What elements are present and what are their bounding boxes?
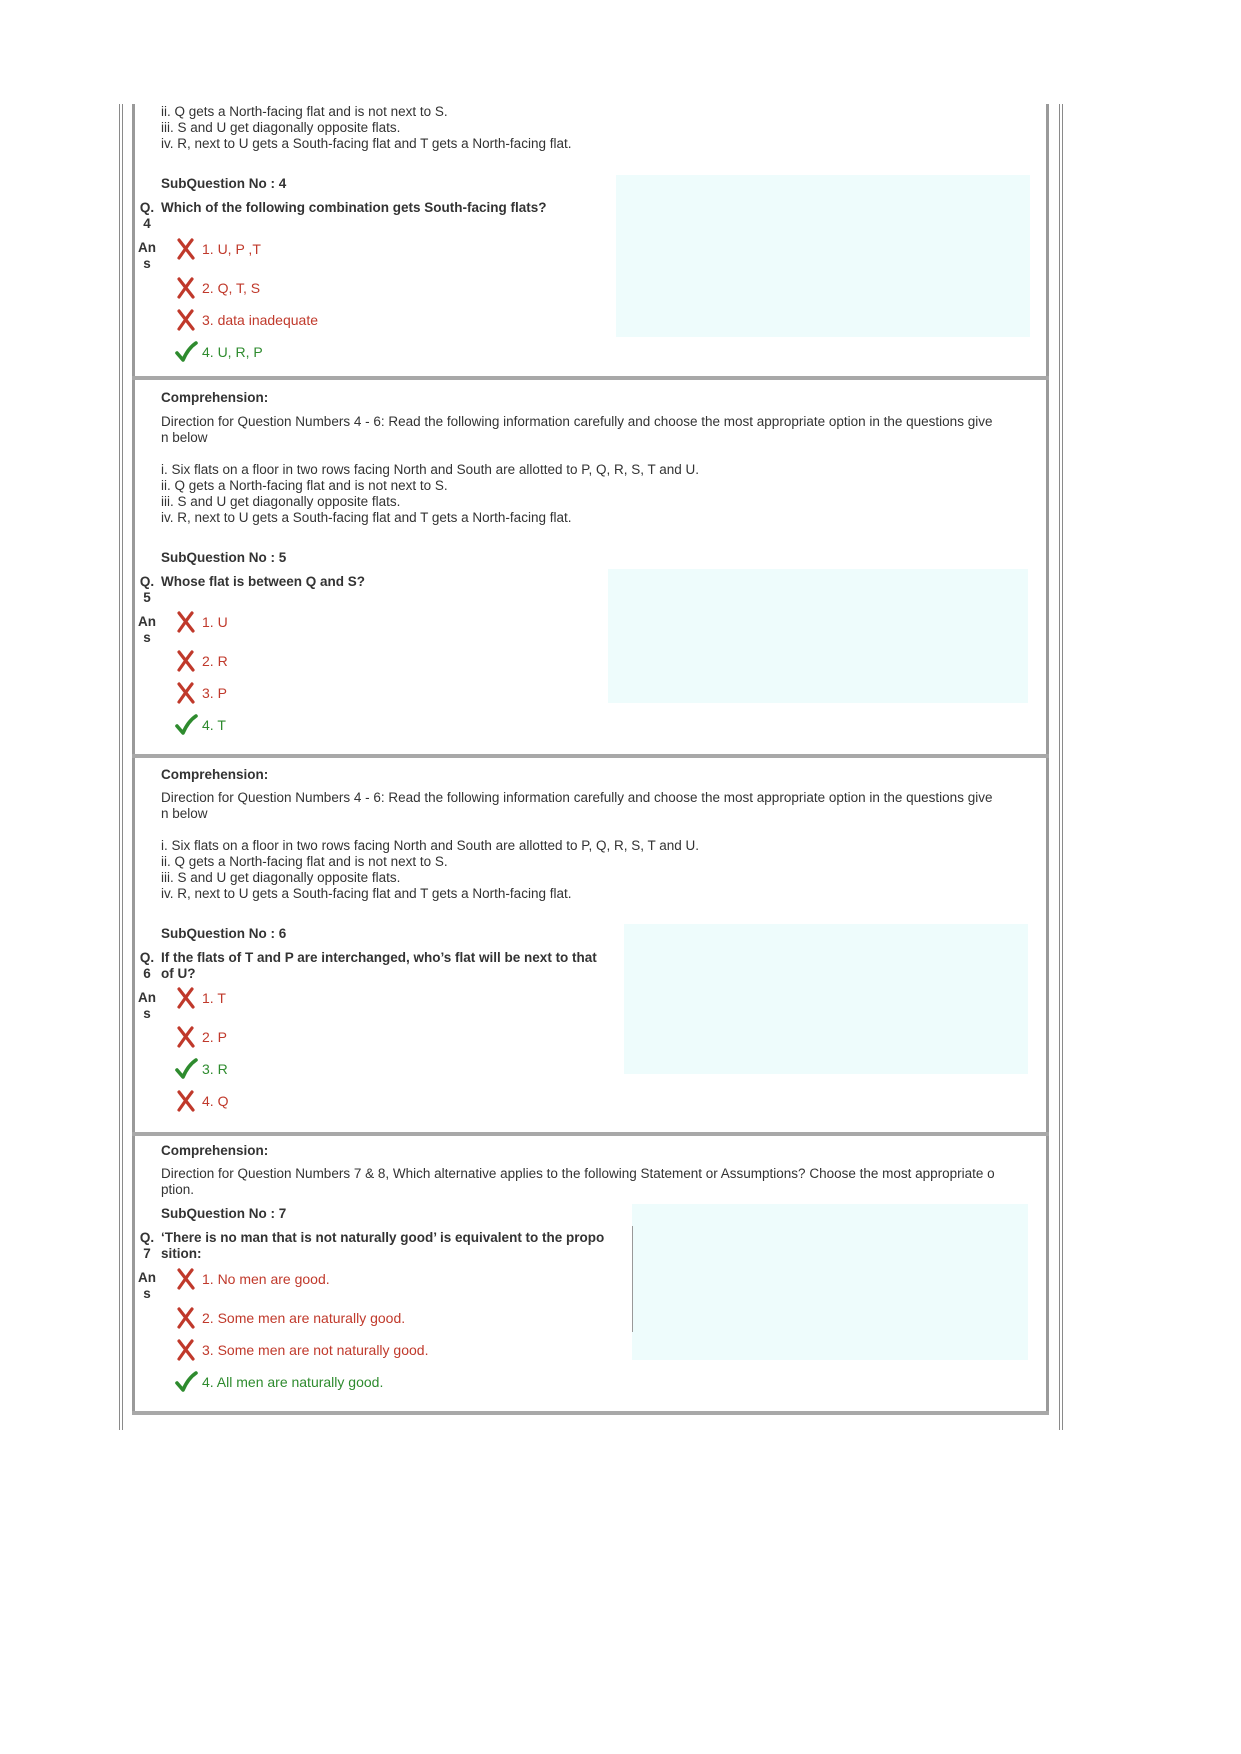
divider <box>132 754 1049 758</box>
cross-icon <box>174 238 198 260</box>
divider <box>132 376 1049 380</box>
fact-line: iii. S and U get diagonally opposite flats. <box>161 870 401 885</box>
option-2 <box>174 1026 227 1048</box>
question-label <box>138 574 156 606</box>
option-label: 2. Q, T, S <box>202 280 261 296</box>
q-prefix: Q. <box>139 574 155 589</box>
answer-label <box>138 1270 156 1302</box>
cross-icon <box>174 611 198 633</box>
option-label: 2. P <box>202 1029 227 1045</box>
question-text: Which of the following combination gets South-facing flats? <box>161 200 547 215</box>
ans-label-a: An <box>138 990 156 1005</box>
option-label: 2. R <box>202 653 228 669</box>
option-label: 1. U <box>202 614 228 630</box>
comprehension-heading: Comprehension: <box>161 390 269 405</box>
option-label: 1. U, P ,T <box>202 241 261 257</box>
option-3 <box>174 309 318 331</box>
answer-panel <box>608 569 1028 703</box>
question-text: If the flats of T and P are interchanged, who’s flat will be next to that <box>161 950 597 965</box>
option-3 <box>174 1058 228 1080</box>
comprehension-heading: Comprehension: <box>161 767 269 782</box>
direction-text: Direction for Question Numbers 7 & 8, Which alternative applies to the following Statement or Assumptions? Choose the most appropriate o <box>161 1166 995 1181</box>
option-label: 3. data inadequate <box>202 312 318 328</box>
answer-panel <box>624 924 1028 1074</box>
option-1 <box>174 987 226 1009</box>
direction-text: ption. <box>161 1182 195 1197</box>
cross-icon <box>174 1268 198 1290</box>
option-1 <box>174 1268 330 1290</box>
cross-icon <box>174 987 198 1009</box>
ans-label-a: An <box>138 240 156 255</box>
comprehension-heading: Comprehension: <box>161 1143 269 1158</box>
cross-icon <box>174 1307 198 1329</box>
subquestion-number: SubQuestion No : 6 <box>161 926 287 941</box>
ans-label-a: An <box>138 614 156 629</box>
answer-label <box>138 614 156 646</box>
ans-label-b: s <box>143 1286 151 1301</box>
fact-line: i. Six flats on a floor in two rows facing North and South are allotted to P, Q, R, S, T and U. <box>161 462 700 477</box>
divider <box>132 1132 1049 1136</box>
q-number: 5 <box>143 590 151 605</box>
option-2 <box>174 1307 405 1329</box>
option-1 <box>174 238 261 260</box>
check-icon <box>174 714 198 736</box>
q-number: 7 <box>143 1246 151 1261</box>
check-icon <box>174 341 198 363</box>
question-text: sition: <box>161 1246 202 1261</box>
option-label: 4. T <box>202 717 226 733</box>
direction-text: n below <box>161 806 208 821</box>
question-text: of U? <box>161 966 196 981</box>
direction-text: n below <box>161 430 208 445</box>
fact-line: i. Six flats on a floor in two rows facing North and South are allotted to P, Q, R, S, T and U. <box>161 838 700 853</box>
option-label: 4. All men are naturally good. <box>202 1374 384 1390</box>
ans-label-b: s <box>143 1006 151 1021</box>
question-text: Whose flat is between Q and S? <box>161 574 366 589</box>
fact-line: iii. S and U get diagonally opposite flats. <box>161 494 401 509</box>
check-icon <box>174 1058 198 1080</box>
question-label <box>138 1230 156 1262</box>
option-label: 1. T <box>202 990 226 1006</box>
question-label <box>138 200 156 232</box>
q-number: 6 <box>143 966 151 981</box>
fact-line: ii. Q gets a North-facing flat and is not next to S. <box>161 854 448 869</box>
answer-label <box>138 990 156 1022</box>
answer-panel <box>616 175 1030 337</box>
subquestion-number: SubQuestion No : 4 <box>161 176 287 191</box>
cross-icon <box>174 682 198 704</box>
answer-panel <box>632 1204 1028 1360</box>
fact-line: ii. Q gets a North-facing flat and is not next to S. <box>161 478 448 493</box>
fact-line: iv. R, next to U gets a South-facing flat and T gets a North-facing flat. <box>161 510 572 525</box>
cross-icon <box>174 1339 198 1361</box>
cross-icon <box>174 1026 198 1048</box>
ans-label-a: An <box>138 1270 156 1285</box>
option-4 <box>174 1371 383 1393</box>
fact-line: iv. R, next to U gets a South-facing flat and T gets a North-facing flat. <box>161 886 572 901</box>
option-label: 1. No men are good. <box>202 1271 330 1287</box>
subquestion-number: SubQuestion No : 7 <box>161 1206 287 1221</box>
option-4 <box>174 714 226 736</box>
panel-edge <box>632 1226 633 1332</box>
fact-line: ii. Q gets a North-facing flat and is not next to S. <box>161 104 448 119</box>
fact-line: iii. S and U get diagonally opposite flats. <box>161 120 401 135</box>
option-label: 3. P <box>202 685 227 701</box>
answer-label <box>138 240 156 272</box>
question-text: ‘There is no man that is not naturally good’ is equivalent to the propo <box>161 1230 605 1245</box>
option-3 <box>174 682 227 704</box>
q-prefix: Q. <box>139 1230 155 1245</box>
option-1 <box>174 611 228 633</box>
option-label: 2. Some men are naturally good. <box>202 1310 406 1326</box>
ans-label-b: s <box>143 630 151 645</box>
ans-label-b: s <box>143 256 151 271</box>
fact-line: iv. R, next to U gets a South-facing flat and T gets a North-facing flat. <box>161 136 572 151</box>
option-2 <box>174 650 228 672</box>
direction-text: Direction for Question Numbers 4 - 6: Read the following information carefully and choose the most appropriate option in the questions give <box>161 414 993 429</box>
q-prefix: Q. <box>139 950 155 965</box>
option-label: 4. U, R, P <box>202 344 263 360</box>
option-4 <box>174 1090 228 1112</box>
option-2 <box>174 277 260 299</box>
check-icon <box>174 1371 198 1393</box>
option-4 <box>174 341 263 363</box>
divider <box>132 1411 1049 1415</box>
direction-text: Direction for Question Numbers 4 - 6: Read the following information carefully and choose the most appropriate option in the questions give <box>161 790 993 805</box>
cross-icon <box>174 277 198 299</box>
cross-icon <box>174 1090 198 1112</box>
option-label: 3. R <box>202 1061 228 1077</box>
option-3 <box>174 1339 428 1361</box>
cross-icon <box>174 650 198 672</box>
cross-icon <box>174 309 198 331</box>
option-label: 3. Some men are not naturally good. <box>202 1342 429 1358</box>
subquestion-number: SubQuestion No : 5 <box>161 550 287 565</box>
option-label: 4. Q <box>202 1093 229 1109</box>
question-label <box>138 950 156 982</box>
q-prefix: Q. <box>139 200 155 215</box>
q-number: 4 <box>143 216 151 231</box>
